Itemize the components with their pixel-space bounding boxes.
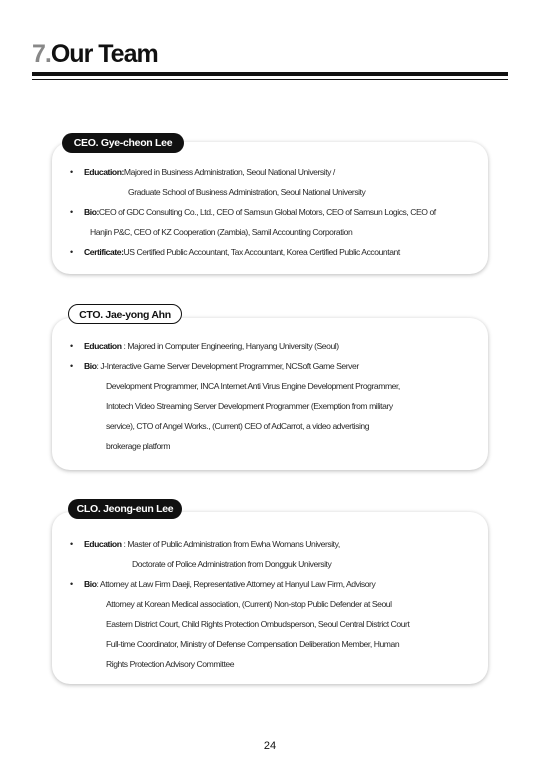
ceo-bio-item: • Bio:CEO of GDC Consulting Co., Ltd., CEO of Samsun Global Motors, CEO of Samsun Logics, CEO of Hanjin P&C, CEO of KZ Cooperation (Zambia), Samil Accounting Corporation — [70, 202, 492, 242]
ceo-role-badge: CEO. Gye-cheon Lee — [62, 133, 184, 153]
entry-text-continued: brokerage platform — [106, 441, 171, 451]
entry-text-continued: Development Programmer, INCA Internet Anti Virus Engine Development Programmer, — [106, 381, 400, 391]
entry-label: Certificate — [84, 247, 122, 257]
page-number: 24 — [263, 740, 277, 752]
entry-text-continued: Eastern District Court, Child Rights Protection Ombudsperson, Seoul Central District Court — [106, 619, 410, 629]
entry-text: CEO of GDC Consulting Co., Ltd., CEO of Samsun Global Motors, CEO of Samsun Logics, CEO of — [98, 207, 436, 217]
entry-label: Education — [84, 341, 122, 351]
entry-label: Education — [84, 539, 122, 549]
entry-text-continued: Hanjin P&C, CEO of KZ Cooperation (Zambia), Samil Accounting Corporation — [90, 227, 353, 237]
section-number: 7. — [32, 40, 51, 68]
ceo-details-list — [70, 162, 492, 262]
entry-text-continued: Rights Protection Advisory Committee — [106, 659, 235, 669]
clo-details-list — [70, 534, 492, 674]
page-title — [32, 40, 158, 69]
ceo-certificate-item: • Certificate:US Certified Public Accountant, Tax Accountant, Korea Certified Public Accountant — [70, 242, 492, 262]
entry-text: Majored in Computer Engineering, Hanyang University (Seoul) — [127, 341, 339, 351]
clo-education-item: • Education : Master of Public Administration from Ewha Womans University, Doctorate of Police Administration from Dongguk University — [70, 534, 492, 574]
entry-text: Majored in Business Administration, Seoul National University / — [123, 167, 335, 177]
entry-text: J-Interactive Game Server Development Programmer, NCSoft Game Server — [100, 361, 359, 371]
cto-details-list — [70, 336, 492, 456]
title-rule-thin — [32, 79, 508, 80]
cto-bio-item: • Bio: J-Interactive Game Server Development Programmer, NCSoft Game Server Development Programmer, INCA Internet Anti Virus Engine Development Programmer, Intotech Video Streaming Server Development Programmer (Exemption from military service), CTO of Angel Works., (Current) CEO of AdCarrot, a video advertising brokerage platform — [70, 356, 492, 456]
clo-bio-item: • Bio: Attorney at Law Firm Daeji, Representative Attorney at Hanyul Law Firm, Advisory Attorney at Korean Medical association, (Current) Non-stop Public Defender at Seoul Eastern District Court, Child Rights Protection Ombudsperson, Seoul Central District Court Full-time Coordinator, Ministry of Defense Compensation Deliberation Member, Human Rights Protection Advisory Committee — [70, 574, 492, 674]
entry-text: Master of Public Administration from Ewha Womans University, — [127, 539, 340, 549]
cto-role-badge: CTO. Jae-yong Ahn — [68, 304, 182, 324]
entry-label: Bio — [84, 207, 97, 217]
entry-text-continued: Intotech Video Streaming Server Development Programmer (Exemption from military — [106, 401, 393, 411]
entry-text-continued: Doctorate of Police Administration from Dongguk University — [132, 559, 332, 569]
entry-text: Attorney at Law Firm Daeji, Representative Attorney at Hanyul Law Firm, Advisory — [99, 579, 376, 589]
entry-text-continued: Attorney at Korean Medical association, (Current) Non-stop Public Defender at Seoul — [106, 599, 392, 609]
entry-label: Bio — [84, 579, 97, 589]
section-title: Our Team — [50, 40, 158, 68]
clo-role-badge: CLO. Jeong-eun Lee — [68, 499, 182, 519]
cto-education-item: • Education : Majored in Computer Engineering, Hanyang University (Seoul) — [70, 336, 492, 356]
ceo-education-item: • Education:Majored in Business Administration, Seoul National University / Graduate School of Business Administration, Seoul National University — [70, 162, 492, 202]
entry-text-continued: Graduate School of Business Administration, Seoul National University — [128, 187, 366, 197]
title-rule-thick — [32, 72, 508, 76]
entry-label: Bio — [84, 361, 97, 371]
entry-text-continued: Full-time Coordinator, Ministry of Defense Compensation Deliberation Member, Human — [106, 639, 400, 649]
entry-text: US Certified Public Accountant, Tax Accountant, Korea Certified Public Accountant — [123, 247, 400, 257]
entry-text-continued: service), CTO of Angel Works., (Current) CEO of AdCarrot, a video advertising — [106, 421, 370, 431]
entry-label: Education — [84, 167, 122, 177]
